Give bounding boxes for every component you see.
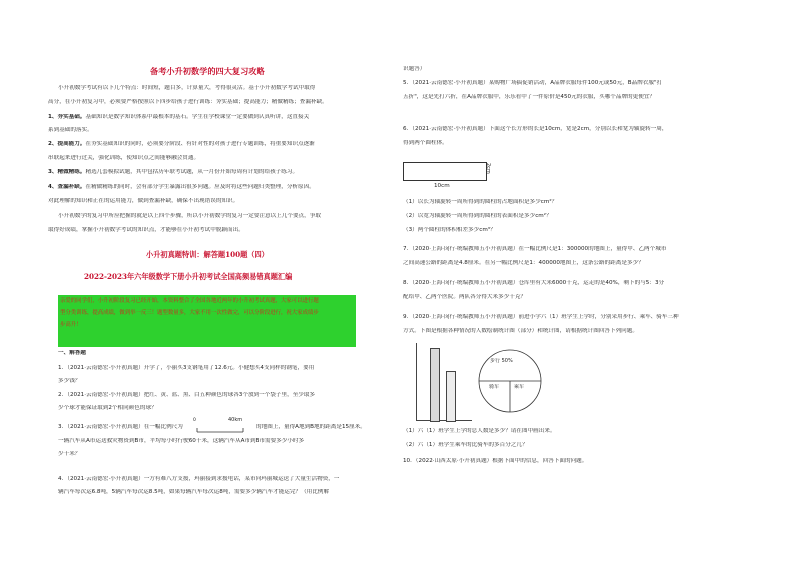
tip-line: 对此理解的知识和正在的运用能力，做到查漏补缺，确保不出现错误的知识。 (48, 198, 239, 204)
question-4: 4．（2021·云南德宏·小升初真题）一方有难八方支援，玛丽接到求援电话，某市向玛丽城运送了大量生活物资，一 (58, 476, 340, 482)
outro-line: 小升初数学的复习中所应把握的就是以上四个步骤，所以小升初数学的复习一定要注意以上几个要点，争取 (58, 213, 321, 219)
rect-width-label: 10cm (434, 183, 450, 189)
tip-3: 3、精做精练。精选几套模拟试题，其中包括历年联考试题，从一月份开始每周有计划的给孩子练习。 (48, 169, 299, 175)
continuation-text: 识题答） (403, 66, 426, 72)
main-title: 2022-2023年六年级数学下册小升初考试全国高频易错真题汇编 (84, 272, 293, 281)
tip-4: 4、查漏补缺。在精做精练的同时，会有部分学生暴露出很多问题。应及时将这些问题归类整理，分析原因。 (48, 184, 315, 190)
pie-label-ride: 骑车 (489, 384, 500, 390)
question-line: 得到两个圆柱体。 (403, 140, 448, 146)
scale-zero: 0 (193, 418, 196, 423)
intro-line: 高分，在小升初复习中，必须要严格按照以下四步给孩子进行训练：夯实基础；提高能力；精做精练；查漏补缺。 (48, 99, 328, 105)
notice-line: 步高升！ (60, 322, 82, 328)
tip-line: 系到基础的落实。 (48, 127, 93, 133)
tip-1: 1、夯实基础。基础知识是数学知识体系中最根本的基石。学生在学校课堂一定要做到认真听讲，这直接关 (48, 114, 310, 120)
q6-sub-1: （1）以长为轴旋转一周所得到的圆柱的占地面积是多少cm²？ (403, 199, 558, 205)
scale-bar (195, 420, 255, 432)
question-8: 8．（2020·上海·闵行·统编教师五小升初真题）仓库里有大米6000千克，运走的是40%，剩下的与5：3分 (403, 280, 665, 286)
question-line: 之间高速公路的距离是4.8厘米。在另一幅比例尺是1：400000地图上，这条公路的距离是多少？ (403, 260, 644, 266)
question-3: 3．（2021·云南德宏·小升初真题）在一幅比例尺为 (58, 424, 183, 430)
question-2: 2．（2021·云南德宏·小升初真题）把红、黄、蓝、黑、白五种颜色的球各3个放到一个袋子里，至少取多 (58, 392, 316, 398)
y-axis (416, 343, 417, 421)
question-line: 配给甲、乙两个医院。两队各分得大米多少千克？ (403, 294, 527, 300)
series-title: 小升初真题特训：解答题100题（四） (146, 250, 269, 259)
rect-height-label: 2cm (485, 163, 491, 174)
q9-sub-2: （2）六（1）班学生乘车的比骑车的多百分之几？ (403, 442, 528, 448)
question-line: 少千米？ (58, 451, 81, 457)
x-axis (416, 420, 472, 421)
question-line: 辆汽车每次运6.8吨，5辆汽车每次运8.5吨，如果每辆汽车每次运8吨，需要多少辆汽车才能运完？（用比例解 (58, 489, 330, 495)
question-line: 多少钱？ (58, 378, 81, 384)
page-title: 备考小升初数学的四大复习攻略 (150, 66, 265, 76)
rectangle-figure (403, 162, 487, 181)
question-5: 5．（2021·云南德宏·小升初真题）某购物广场搞促销活动，A品牌衣服每件100元或50元，B品牌衣服"打 (403, 80, 663, 86)
tip-line: 串联起来进行过关，强化训练，使知识点之间能够融会贯通。 (48, 155, 200, 161)
bar-ride (446, 371, 456, 422)
tip-label: 3、精做精练。 (48, 169, 86, 175)
tip-2: 2、提高能力。在夯实基础知识的同时，必须要分阶段、有针对性的对孩子进行专题训练，将重要知识点逐渐 (48, 141, 315, 147)
tip-label: 2、提高能力。 (48, 141, 86, 147)
pie-label-walk: 步行 50% (490, 358, 513, 364)
notice-line: 型分类训练，提高成绩，做到举一反三！题型数量多，大家不用一次性做完，可以分阶段进行，祝大家成绩步 (60, 310, 319, 316)
q9-sub-1: （1）六（1）班学生上学的总人数是多少？请在图中画出来。 (403, 428, 556, 434)
question-line: 的地图上，量得A地到B地的距离是15厘米。 (256, 424, 366, 430)
tip-label: 1、夯实基础。 (48, 114, 86, 120)
section-heading: 一、解答题 (58, 350, 86, 356)
intro-line: 小升初数学考试有以下几个特点：时间短，题目多，计算量大，考得很灵活。基于小升初数学考试中取得 (58, 85, 316, 91)
question-10: 10．（2022·山西太原·小升初真题）根据下面中的信息，回答下面的问题。 (403, 458, 588, 464)
question-7: 7．（2020·上海·闵行·统编教师五小升初真题）在一幅比例尺是1：300000的地图上，量得甲、乙两个城市 (403, 246, 667, 252)
outro-line: 取得好成绩，掌握小升初数学考试的知识点，才能够在小升初考试中脱颖而出。 (48, 227, 244, 233)
q6-sub-3: （3）两个圆柱的体积相差多少cm³？ (403, 227, 496, 233)
scale-value: 40km (228, 417, 243, 423)
question-1: 1．（2021·云南德宏·小升初真题）开学了，小丽买3支钢笔用了12.6元。小健想买4支同样的钢笔，要用 (58, 365, 315, 371)
pie-label-bus: 乘车 (514, 384, 525, 390)
question-9: 9．（2020·上海·闵行·统编教师五小升初真题）前进小学六（1）班学生上学时，分别采用步行、乘车、骑车三种 (403, 314, 679, 320)
question-line: 方式。下图是根据各种情况的人数绘制统计图（部分）和统计图，请根据统计图回答下列问题。 (403, 328, 638, 334)
question-line: 一辆汽车从A市运送救灾物资到B市，平均每小时行驶60千米，这辆汽车从A市到B市需要多少小时多 (58, 438, 305, 444)
q6-sub-2: （2）以宽为轴旋转一周所得到的圆柱的表面积是多少cm²？ (403, 213, 552, 219)
tip-label: 4、查漏补缺。 (48, 184, 86, 190)
bar-walk (430, 348, 440, 422)
question-line: 少个球才能保证取到2个相同颜色的球？ (58, 405, 157, 411)
question-6: 6．（2021·云南德宏·小升初真题）下面这个长方形的长是10cm，宽是2cm，分别以长和宽为轴旋转一周， (403, 126, 668, 132)
question-line: 五折"，这是先打六折，在A品牌衣服中，乐乐看中了一件原价是450元的衣服，买哪个品牌的更便宜？ (403, 94, 656, 100)
notice-line: 亲爱的同学们，小升初阶段复习已经开始，本资料整合了全国各地近两年的小升初考试真题，大家可以进行题 (60, 298, 319, 304)
